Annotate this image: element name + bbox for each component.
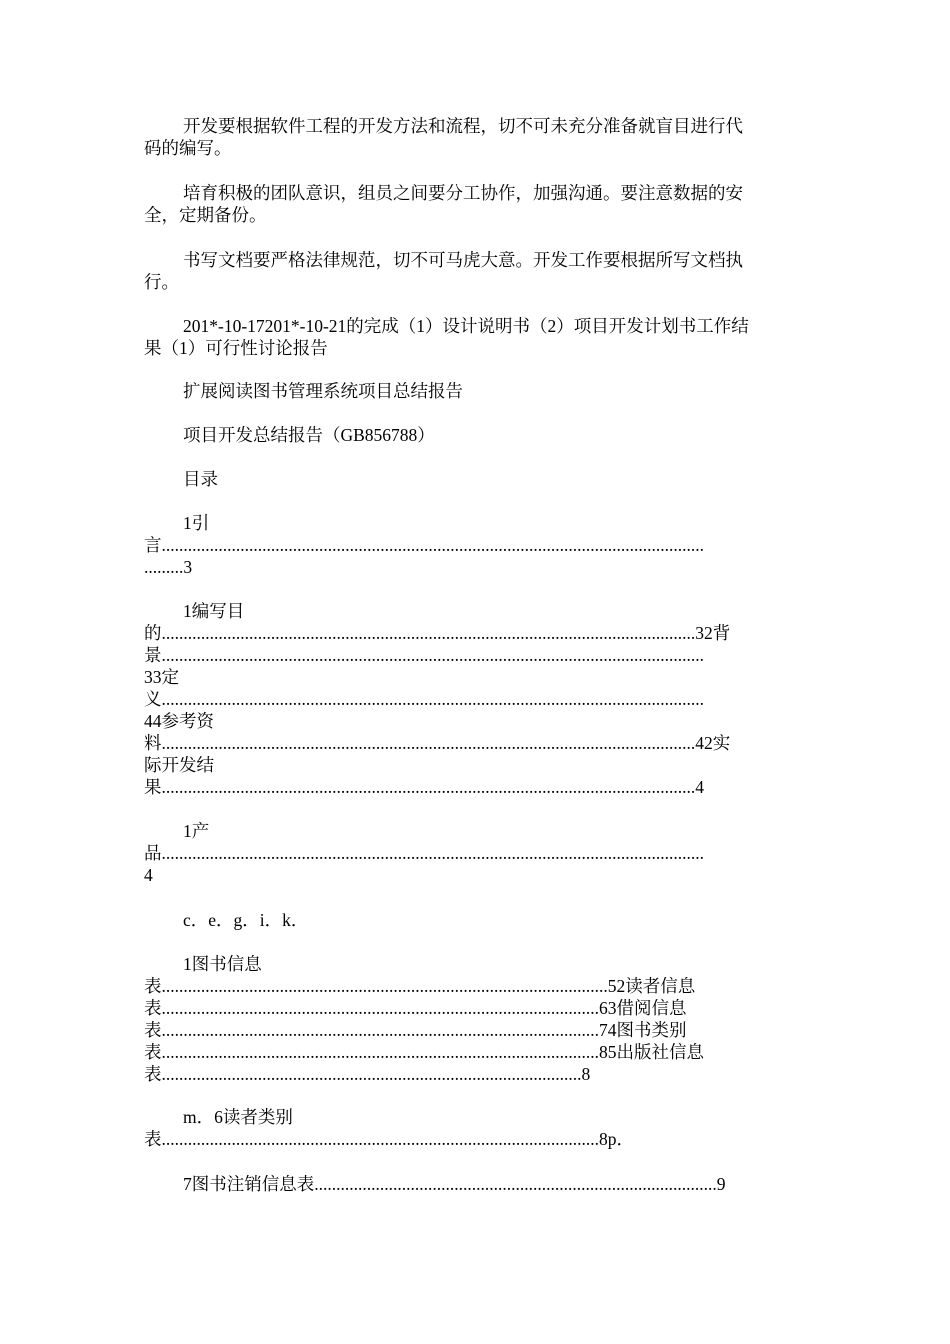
toc-line: 际开发结 — [144, 755, 214, 775]
paragraph-line: 201*-10-17201*-10-21的完成（1）设计说明书（2）项目开发计划书工作结 — [183, 316, 749, 336]
toc-line: 景............................................................................................................................ — [144, 645, 704, 665]
toc-line: 表....................................................................................................85出版社信息 — [144, 1042, 704, 1062]
toc-line: m．6读者类别 — [183, 1107, 293, 1127]
toc-entry-products — [144, 820, 806, 886]
paragraph-development-process — [144, 115, 806, 159]
paragraph-line: 果（1）可行性讨论报告 — [144, 338, 328, 358]
toc-line: 33定 — [144, 667, 179, 687]
toc-line: 言............................................................................................................................ — [144, 535, 704, 555]
paragraph-line: 开发要根据软件工程的开发方法和流程，切不可未充分准备就盲目进行代 — [183, 116, 743, 136]
paragraph-schedule — [144, 315, 806, 359]
report-title: 项目开发总结报告（GB856788） — [183, 425, 435, 445]
toc-line: 表................................................................................................8 — [144, 1064, 591, 1084]
toc-title: 目录 — [183, 469, 218, 489]
toc-line: 表....................................................................................................63借阅信息 — [144, 998, 687, 1018]
toc-line: 44参考资 — [144, 711, 214, 731]
paragraph-line: 码的编写。 — [144, 138, 232, 158]
toc-entry-section1 — [144, 600, 806, 798]
paragraph-line: 培育积极的团队意识，组员之间要分工协作，加强沟通。要注意数据的安 — [183, 183, 743, 203]
extended-reading-heading: 扩展阅读图书管理系统项目总结报告 — [183, 381, 463, 401]
toc-line: 果..........................................................................................................................4 — [144, 777, 704, 797]
paragraph-team-awareness — [144, 182, 806, 226]
toc-line: 1产 — [183, 821, 210, 841]
toc-line: .........3 — [144, 557, 193, 577]
toc-entry-reader-type — [144, 1106, 806, 1150]
toc-line: 1引 — [183, 513, 210, 533]
toc-line: 4 — [144, 865, 153, 885]
toc-line: 表....................................................................................................8p． — [144, 1129, 634, 1149]
toc-line: 料..........................................................................................................................42实 — [144, 733, 731, 753]
toc-entry-tables — [144, 953, 806, 1085]
toc-entry-introduction — [144, 512, 806, 578]
toc-line: 的..........................................................................................................................32背 — [144, 623, 731, 643]
toc-line: 1图书信息 — [183, 954, 262, 974]
toc-line: 表....................................................................................................74图书类别 — [144, 1020, 687, 1040]
toc-line: 品............................................................................................................................ — [144, 843, 704, 863]
toc-line: 义............................................................................................................................ — [144, 689, 704, 709]
toc-line: 1编写目 — [183, 601, 245, 621]
paragraph-line: 全，定期备份。 — [144, 205, 267, 225]
paragraph-line: 书写文档要严格法律规范，切不可马虎大意。开发工作要根据所写文档执 — [183, 250, 743, 270]
paragraph-line: 行。 — [144, 272, 179, 292]
toc-entry-cancellation-table: 7图书注销信息表............................................................................................9 — [183, 1174, 726, 1194]
toc-line: 表......................................................................................................52读者信息 — [144, 976, 696, 996]
toc-letter-markers: c．e．g．i．k． — [183, 910, 309, 930]
paragraph-documentation — [144, 249, 806, 293]
